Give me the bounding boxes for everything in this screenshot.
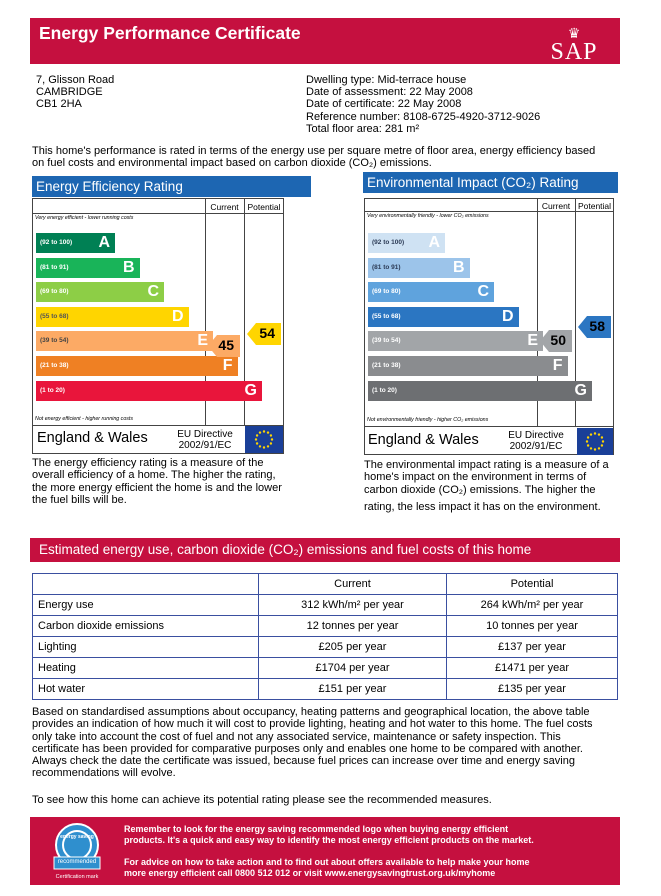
floor-area: Total floor area: 281 m² <box>306 122 420 135</box>
row-current: 12 tonnes per year <box>259 616 447 637</box>
env-bottom-note: Not environmentally friendly - higher CO₂ emissions <box>367 417 489 423</box>
band-range: (81 to 91) <box>372 263 401 271</box>
eu-star <box>263 430 265 432</box>
energy-potential-rating <box>247 323 281 345</box>
table-row <box>33 595 618 616</box>
address-line: CB1 2HA <box>36 98 82 111</box>
row-potential: £1471 per year <box>447 658 618 679</box>
eu-star <box>255 438 257 440</box>
band-letter: D <box>171 307 184 325</box>
band-letter: A <box>98 234 110 251</box>
eu-flag-icon <box>245 426 283 453</box>
energy-potential-value: 54 <box>259 325 275 341</box>
eu-star <box>270 434 272 436</box>
description-line: overall efficiency of a home. The higher the rating, <box>32 469 276 482</box>
banner-line: For advice on how to take action and to find out about offers available to help make your home <box>124 857 530 867</box>
note-line: Based on standardised assumptions about occupancy, heating patterns and geographical location, the above table <box>32 706 590 718</box>
description-line: The energy efficiency rating is a measure of the <box>32 457 264 469</box>
energy-bottom-note: Not energy efficient - higher running costs <box>35 416 134 422</box>
energy-band-e <box>36 331 213 351</box>
energy-saving-banner <box>30 817 620 885</box>
logo-top-text: energy saving <box>60 834 94 840</box>
eu-star <box>587 436 589 438</box>
band-range: (1 to 20) <box>40 386 65 394</box>
recommend-line: To see how this home can achieve its potential rating please see the recommended measures. <box>32 794 492 806</box>
band-range: (39 to 54) <box>372 337 401 345</box>
row-label: Lighting <box>33 637 259 658</box>
sap-logo-text: SAP <box>550 39 598 65</box>
energy-band-f <box>36 356 238 376</box>
table-row <box>33 637 618 658</box>
band-letter: D <box>501 307 514 325</box>
env-band-a <box>368 233 445 253</box>
band-range: (69 to 80) <box>40 288 69 296</box>
note-line: recommendations will evolve. <box>32 767 176 780</box>
reference-number: Reference number: 8108-6725-4920-3712-9026 <box>306 110 541 123</box>
environment-rating-heading: Environmental Impact (CO₂) Rating <box>363 172 618 193</box>
row-potential: £137 per year <box>447 637 618 658</box>
env-band-e <box>368 331 543 351</box>
env-band-b <box>368 258 470 278</box>
eu-star <box>598 433 600 435</box>
energy-saving-recommended-icon <box>44 821 110 873</box>
table-header-potential: Potential <box>447 574 618 595</box>
eu-star <box>598 447 600 449</box>
eu-star <box>256 434 258 436</box>
table-row <box>33 616 618 637</box>
sap-logo <box>540 26 608 82</box>
description-line: home's impact on the environment in terms of <box>364 471 587 484</box>
energy-footer-region: England & Wales <box>37 430 148 446</box>
env-description <box>364 459 634 513</box>
band-letter: E <box>527 332 538 350</box>
energy-description <box>32 457 302 506</box>
band-letter: B <box>122 258 135 276</box>
energy-band-c <box>36 282 164 302</box>
energy-band-a <box>36 233 115 253</box>
row-label: Energy use <box>33 595 259 616</box>
env-current-rating <box>540 330 572 352</box>
costs-heading-text: Estimated energy use, carbon dioxide (CO₂) emissions and fuel costs of this home <box>39 542 532 557</box>
band-letter: C <box>147 283 159 301</box>
costs-table <box>32 573 618 700</box>
band-range: (69 to 80) <box>372 288 401 296</box>
eu-star <box>256 442 258 444</box>
intro-text <box>32 145 632 170</box>
logo-bottom-text: recommended <box>57 859 97 865</box>
banner-line: more energy efficient call 0800 512 012 or visit www.energysavingtrust.org.uk/myhome <box>124 868 496 878</box>
eu-star <box>594 448 596 450</box>
env-band-d <box>368 307 519 327</box>
band-range: (55 to 68) <box>372 312 401 320</box>
address-line: CAMBRIDGE <box>36 86 103 99</box>
energy-current-rating <box>208 335 240 357</box>
eu-directive-line: 2002/91/EC <box>178 440 232 451</box>
eu-star <box>594 432 596 434</box>
row-current: £205 per year <box>259 637 447 658</box>
banner-line: products. It's a quick and easy way to identify the most energy efficient products on the market. <box>124 835 534 845</box>
row-label: Hot water <box>33 679 259 700</box>
band-letter: F <box>222 357 233 374</box>
band-range: (39 to 54) <box>40 337 69 345</box>
env-col-potential: Potential <box>577 201 612 211</box>
energy-saving-logo <box>44 821 110 883</box>
crown-copyright: © Crown copyright 2005 <box>547 64 601 70</box>
energy-top-note: Very energy efficient - lower running costs <box>35 215 134 221</box>
energy-eu-directive <box>174 429 236 451</box>
row-label: Carbon dioxide emissions <box>33 616 259 637</box>
eu-star <box>601 444 603 446</box>
band-range: (81 to 91) <box>40 263 69 271</box>
env-footer-region: England & Wales <box>368 432 479 448</box>
eu-star <box>259 445 261 447</box>
eu-directive-line: EU Directive <box>508 430 564 441</box>
eu-star <box>267 431 269 433</box>
band-letter: E <box>197 332 208 350</box>
env-eu-directive <box>505 430 567 452</box>
description-line: rating, the less impact it has on the environment. <box>364 500 601 513</box>
eu-star <box>271 438 273 440</box>
note-line: certificate has been provided for comparative purposes only and enables one home to be compared with another. <box>32 742 583 755</box>
details-block <box>306 74 540 135</box>
intro-line: This home's performance is rated in terms of the energy use per square metre of floor area, energy efficiency based <box>32 145 596 157</box>
row-current: £1704 per year <box>259 658 447 679</box>
env-top-note: Very environmentally friendly - lower CO₂ emissions <box>367 213 489 219</box>
energy-current-value: 45 <box>218 337 234 353</box>
table-header-current: Current <box>259 574 447 595</box>
eu-star <box>587 444 589 446</box>
row-label: Heating <box>33 658 259 679</box>
band-letter: G <box>244 381 257 399</box>
energy-band-g <box>36 381 262 401</box>
title-bar <box>30 18 620 70</box>
band-range: (55 to 68) <box>40 312 69 320</box>
address-block <box>36 74 114 111</box>
env-band-g <box>368 381 592 401</box>
eu-star <box>586 440 588 442</box>
row-current: £151 per year <box>259 679 447 700</box>
costs-heading <box>30 538 620 562</box>
energy-band-b <box>36 258 140 278</box>
date-of-assessment: Date of assessment: 22 May 2008 <box>306 86 473 99</box>
row-potential: £135 per year <box>447 679 618 700</box>
env-potential-rating <box>578 316 611 338</box>
energy-rating-heading: Energy Efficiency Rating <box>32 176 311 197</box>
note-line: only take into account the cost of fuel and not any associated service, maintenance or safety inspection. This <box>32 730 561 743</box>
notes-text <box>32 706 632 780</box>
note-line: provides an indication of how much it will cost to provide lighting, heating and hot water to this home. The fuel costs <box>32 718 593 731</box>
note-line: Always check the date the certificate was issued, because fuel prices can increase over time and energy saving <box>32 755 575 768</box>
description-line: The environmental impact rating is a measure of a <box>364 459 609 471</box>
description-line: carbon dioxide (CO₂) emissions. The higher the <box>364 483 596 496</box>
band-letter: B <box>452 258 465 276</box>
band-range: (21 to 38) <box>40 362 69 369</box>
table-row <box>33 658 618 679</box>
date-of-certificate: Date of certificate: 22 May 2008 <box>306 98 462 111</box>
eu-star <box>259 431 261 433</box>
eu-directive-line: EU Directive <box>177 429 233 440</box>
description-line: the fuel bills will be. <box>32 493 127 506</box>
row-potential: 10 tonnes per year <box>447 616 618 637</box>
env-band-c <box>368 282 494 302</box>
address-line: 7, Glisson Road <box>36 74 115 86</box>
logo-caption: Certification mark <box>55 874 99 880</box>
band-letter: A <box>428 234 440 251</box>
eu-directive-line: 2002/91/EC <box>509 441 563 452</box>
eu-star <box>270 442 272 444</box>
env-current-value: 50 <box>550 332 566 348</box>
table-row <box>33 679 618 700</box>
env-potential-value: 58 <box>589 318 605 334</box>
row-current: 312 kWh/m² per year <box>259 595 447 616</box>
band-letter: F <box>552 357 563 374</box>
dwelling-type: Dwelling type: Mid-terrace house <box>306 74 467 86</box>
banner-line: Remember to look for the energy saving recommended logo when buying energy efficient <box>124 824 509 834</box>
description-line: the more energy efficient the home is and the lower <box>32 481 282 494</box>
eu-star <box>267 445 269 447</box>
energy-col-current: Current <box>210 202 239 212</box>
band-range: (21 to 38) <box>372 362 401 369</box>
eu-star <box>263 446 265 448</box>
energy-band-d <box>36 307 189 327</box>
crown-icon: ♛ <box>567 25 581 41</box>
table-header-blank <box>33 574 259 595</box>
band-range: (92 to 100) <box>372 239 405 246</box>
eu-flag-icon <box>577 428 613 455</box>
env-band-f <box>368 356 568 376</box>
band-range: (92 to 100) <box>40 239 73 246</box>
eu-star <box>590 433 592 435</box>
env-col-current: Current <box>541 201 571 211</box>
band-range: (1 to 20) <box>372 386 397 394</box>
eu-star <box>601 436 603 438</box>
energy-col-potential: Potential <box>247 202 281 212</box>
table-header-row <box>33 574 618 595</box>
eu-star <box>602 440 604 442</box>
page-title: Energy Performance Certificate <box>39 23 301 43</box>
eu-star <box>590 447 592 449</box>
row-potential: 264 kWh/m² per year <box>447 595 618 616</box>
intro-line: on fuel costs and environmental impact based on carbon dioxide (CO₂) emissions. <box>32 157 432 170</box>
band-letter: C <box>477 283 489 301</box>
band-letter: G <box>574 381 587 399</box>
